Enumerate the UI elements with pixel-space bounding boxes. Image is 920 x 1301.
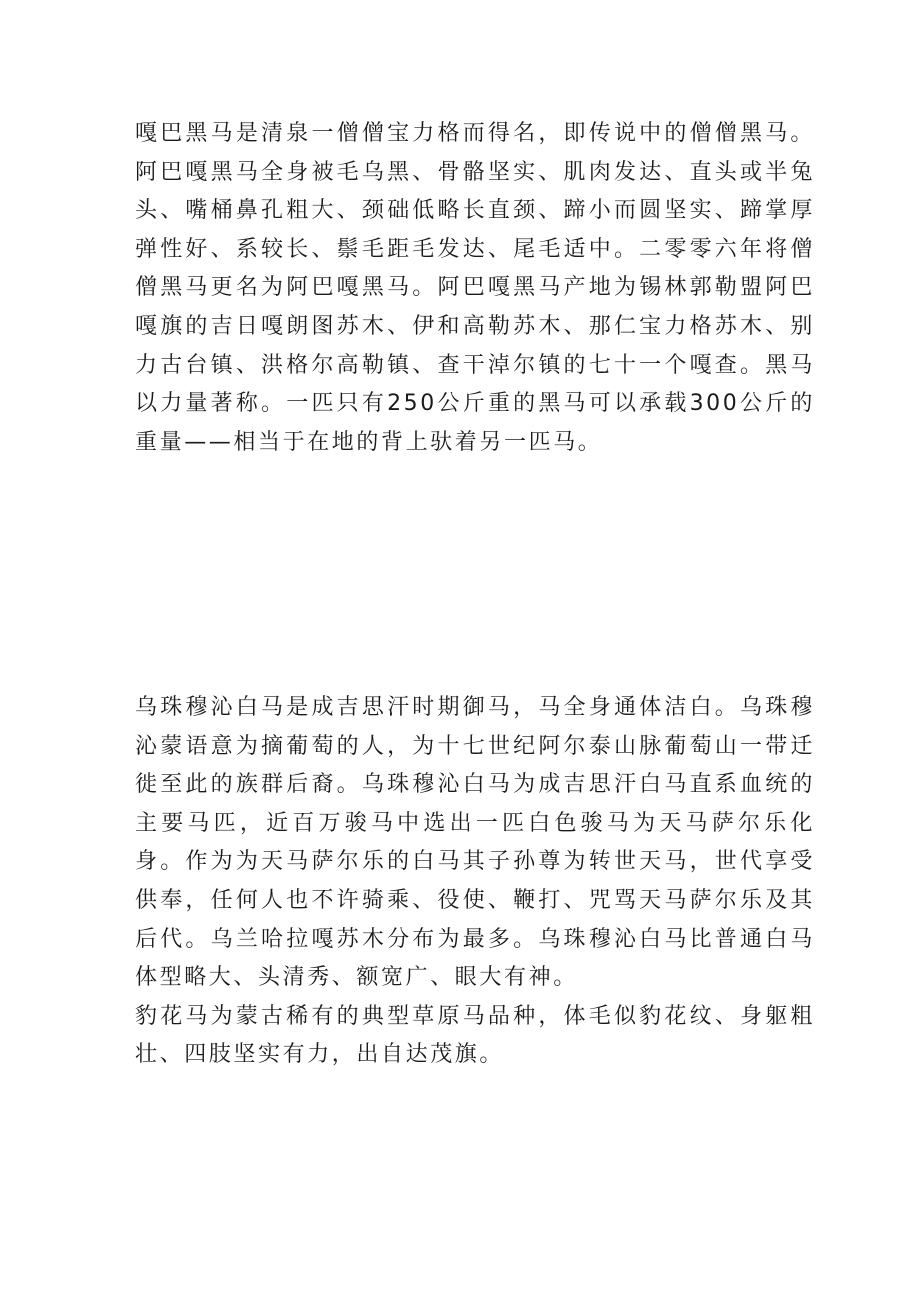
section-ujimqin-white-horse bbox=[135, 689, 815, 1075]
paragraph-leopard-spotted-horse: 豹花马为蒙古稀有的典型草原马品种，体毛似豹花纹、身躯粗壮、四肢坚实有力，出自达茂旗。 bbox=[135, 1003, 815, 1068]
section-abaga-black-horse bbox=[135, 115, 815, 462]
paragraph-abaga-black-horse: 嘎巴黑马是清泉一僧僧宝力格而得名，即传说中的僧僧黑马。阿巴嘎黑马全身被毛乌黑、骨骼坚实、肌肉发达、直头或半兔头、嘴桶鼻孔粗大、颈础低略长直颈、蹄小而圆坚实、蹄掌厚弹性好、系较长、鬃毛距毛发达、尾毛适中。二零零六年将僧僧黑马更名为阿巴嘎黑马。阿巴嘎黑马产地为锡林郭勒盟阿巴嘎旗的吉日嘎朗图苏木、伊和高勒苏木、那仁宝力格苏木、别力古台镇、洪格尔高勒镇、查干淖尔镇的七十一个嘎查。黑马以力量著称。一匹只有250公斤重的黑马可以承载300公斤的重量——相当于在地的背上驮着另一匹马。 bbox=[135, 121, 815, 455]
paragraph-ujimqin-white-horse: 乌珠穆沁白马是成吉思汗时期御马，马全身通体洁白。乌珠穆沁蒙语意为摘葡萄的人，为十七世纪阿尔泰山脉葡萄山一带迁徙至此的族群后裔。乌珠穆沁白马为成吉思汗白马直系血统的主要马匹，近百万骏马中选出一匹白色骏马为天马萨尔乐化身。作为为天马萨尔乐的白马其子孙尊为转世天马，世代享受供奉，任何人也不许骑乘、役使、鞭打、咒骂天马萨尔乐及其后代。乌兰哈拉嘎苏木分布为最多。乌珠穆沁白马比普通白马体型略大、头清秀、额宽广、眼大有神。 bbox=[135, 695, 815, 991]
